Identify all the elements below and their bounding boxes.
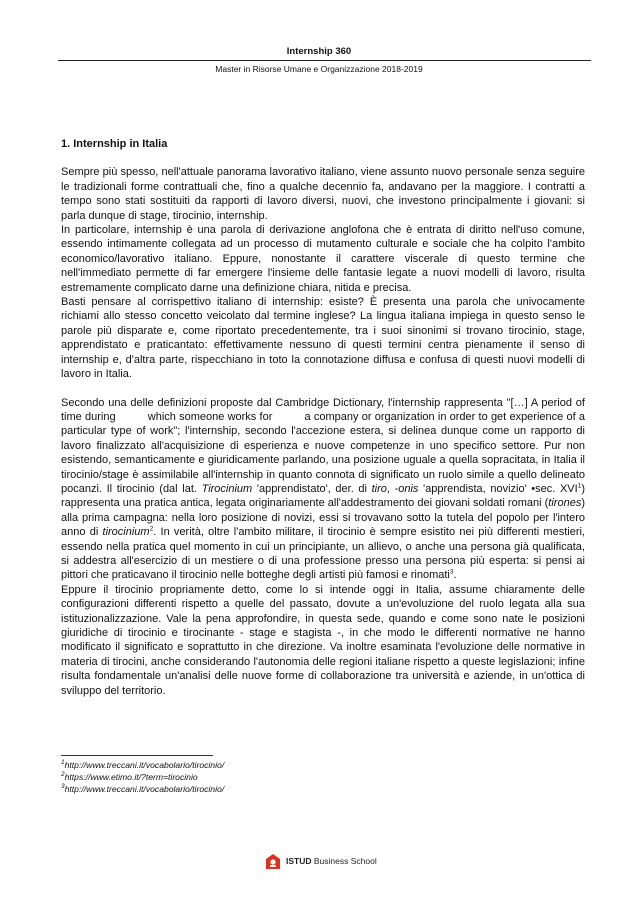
logo-brand: ISTUD xyxy=(286,856,312,866)
p4-text-a: Secondo una delle definizioni proposte dal Cambridge Dictionary, l'internship rappresenta "[…] A period of time during which someone works for a company or organization in order to get experience of a particular type of work"; l'internship, secondo l'accezione estera, si delinea dunque come un rapporto di lavoro finalizzato all'acquisizione di esperienza e nuove competenze in uno specifico settore. Pur non esistendo, semanticamente e giuridicamente parlando, una posizione uguale a quella sopracitata, in Italia il tirocinio/stage è assimilabile all'internship in quanto connota di significato un ruolo simile a quello delineato pocanzi. Il tirocinio (dal lat. xyxy=(61,396,589,495)
p4-text-h: . xyxy=(453,569,457,582)
paragraph-4 xyxy=(61,396,589,583)
header-title: Internship 360 xyxy=(286,46,352,57)
logo-text xyxy=(286,856,377,866)
footnote-link[interactable]: http://www.treccani.it/vocabolario/tirocinio/ xyxy=(64,784,225,794)
footnote-link[interactable]: http://www.treccani.it/vocabolario/tirocinio/ xyxy=(64,760,225,770)
footer-logo xyxy=(266,853,377,869)
paragraph-gap xyxy=(61,382,585,396)
footnote-1 xyxy=(61,759,461,771)
p4-italic-tirones: tirones xyxy=(548,497,582,510)
footnote-ref-2[interactable]: 2 xyxy=(149,525,154,533)
p4-text-f: ) alla prima campagna: nella loro posizione di novizi, essi si trovavano sotto la tutela del popolo per l'intero anno di xyxy=(61,497,585,539)
footnotes xyxy=(61,759,461,795)
paragraph-3: Basti pensare al corrispettivo italiano di internship: esiste? È presenta una parola che univocamente richiami allo stesso concetto veicolato dal termine inglese? La lingua italiana impiega in questo senso le parole più disparate e, come riportato precedentemente, tra i suoi sinonimi si trovano tirocinio, stage, apprendistato e praticantato: effettivamente nessuno di questi termini centra pienamente il senso di internship e, d'altra parte, rispecchiano in toto la connotazione diffusa e confusa di questi nuovi modelli di lavoro in Italia. xyxy=(61,296,585,381)
section-heading: 1. Internship in Italia xyxy=(61,138,168,150)
paragraph-1: Sempre più spesso, nell'attuale panorama lavorativo italiano, viene assunto nuovo personale senza seguire le tradizionali forme contrattuali che, fino a qualche decennio fa, andavano per la maggiore. I contratti a tempo sono stati sostituiti da rapporti di lavoro diversi, nuovi, che investono principalmente i giovani: si parla dunque di stage, tirocinio, internship. xyxy=(61,166,585,222)
p4-text-g: . In verità, oltre l'ambito militare, il tirocinio è sempre esistito nei più differenti mestieri, essendo nella pratica quel momento in cui un principiante, un allievo, o anche una persona già qualificata, si addestra all'esercizio di un mestiere o di una professione presso una persona più esperta: si pensi ai pittori che praticavano il tirocinio nelle botteghe degli artisti più famosi e rinomati xyxy=(61,526,585,582)
logo-rest: Business School xyxy=(311,856,377,866)
footnote-num: 3 xyxy=(61,783,65,791)
footnote-num: 2 xyxy=(61,771,65,779)
p4-text-d: 'apprendista, novizio' •sec. XVI xyxy=(418,482,578,495)
footnote-2 xyxy=(61,771,461,783)
p4-italic-tirocinium-2: tirocinium xyxy=(102,526,150,539)
footnote-3 xyxy=(61,783,461,795)
footnote-num: 1 xyxy=(61,759,65,767)
p4-text-e: ) rappresenta una pratica antica, legata originariamente all'addestramento dei giovani soldati romani ( xyxy=(61,482,585,510)
istud-logo-icon xyxy=(266,854,280,869)
header-rule xyxy=(58,60,591,61)
p4-text-b: 'apprendistato', der. di xyxy=(252,482,372,495)
p4-italic-tiro: tiro xyxy=(371,482,387,495)
p4-text-c: , - xyxy=(386,482,399,495)
paragraph-2: In particolare, internship è una parola di derivazione anglofona che è entrata di diritto nell'uso comune, essendo intimamente collegata ad un processo di mutamento culturale e sociale che ha colpito l'ambito economico/lavorativo italiano. Eppure, nonostante il carattere viscerale di questo termine che nell'immediato permette di far emergere l'insieme delle fantasie legate a nuovi modelli di lavoro, risulta estremamente complicato darne una definizione chiara, nitida e precisa. xyxy=(61,224,585,294)
main-content xyxy=(61,137,589,698)
paragraph-5: Eppure il tirocinio propriamente detto, come lo si intende oggi in Italia, assume chiaramente delle configurazioni differenti rispetto a quelle del passato, dovute a un'evoluzione del ruolo legata alla sua istituzionalizzazione. Vale la pena approfondire, in questa sede, quando e come sono nate le posizioni giuridiche di tirocinio e tirocinante - stage e stagista -, in che modo le differenti normative ne hanno modificato il significato e soprattutto in che direzione. Va inoltre esaminata l'evoluzione delle normative in materia di tirocini, anche considerando l'autonomia delle regioni italiane rispetto a queste legislazioni; infine risulta fondamentale un'analisi delle nuove forme di collaborazione tra università e aziende, in un'ottica di sviluppo del territorio. xyxy=(61,583,585,697)
footnote-link[interactable]: https://www.etimo.it/?term=tirocinio xyxy=(64,772,198,782)
footnote-rule xyxy=(61,755,213,756)
footnote-ref-1[interactable]: 1 xyxy=(577,482,582,490)
p4-italic-onis: onis xyxy=(398,482,419,495)
footnote-ref-3[interactable]: 3 xyxy=(449,568,454,576)
p4-italic-tirocinium: Tirocinium xyxy=(201,482,253,495)
header-subtitle: Master in Risorse Umane e Organizzazione 2018-2019 xyxy=(215,64,423,74)
